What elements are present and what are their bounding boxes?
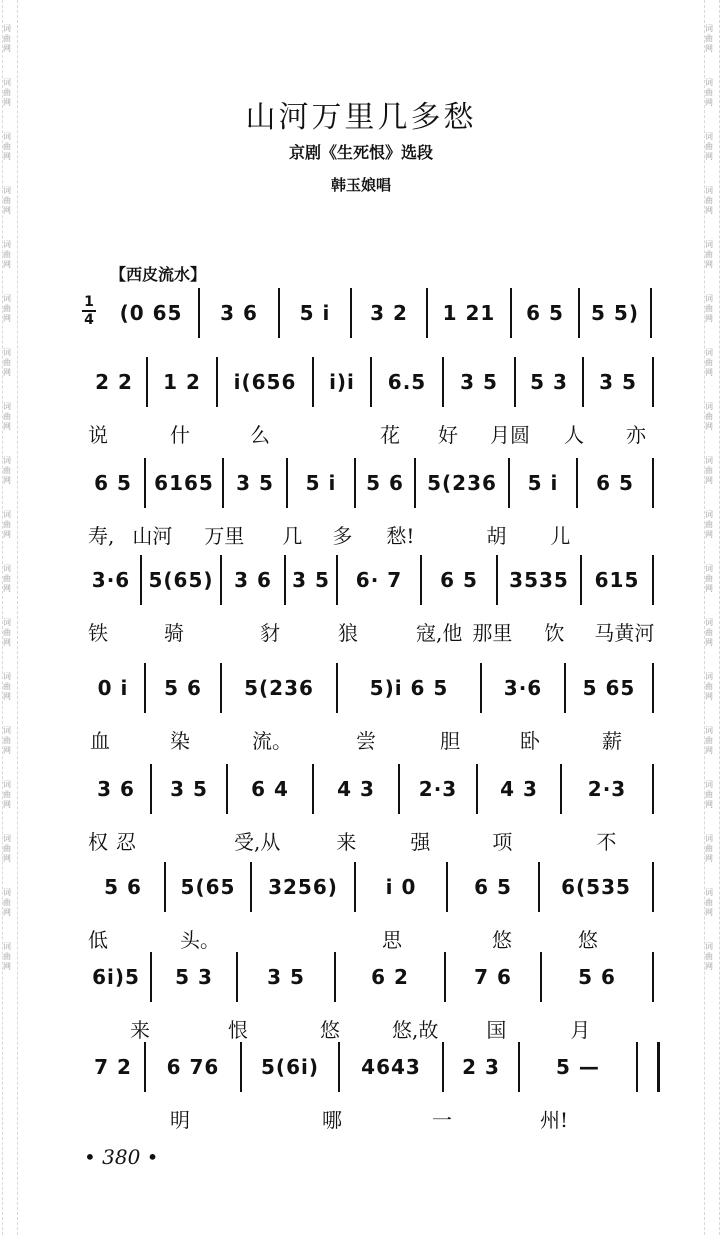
measure-notes: 1 21 <box>442 301 496 325</box>
lyric: 来 <box>130 1017 150 1042</box>
measure-notes: 6 2 <box>371 965 409 989</box>
measure <box>82 764 152 814</box>
watermark <box>3 618 17 648</box>
watermark <box>705 456 719 486</box>
measure-notes: 5(65) <box>148 568 214 592</box>
lyric: 骑 <box>164 620 184 645</box>
measure-notes: 5 — <box>556 1055 600 1079</box>
measure-notes: 6i)5 <box>92 965 140 989</box>
measure <box>242 1042 340 1092</box>
notes-row <box>82 663 654 713</box>
watermark <box>3 402 17 432</box>
lyric: 悠,故 <box>392 1017 439 1042</box>
watermark <box>3 888 17 918</box>
watermark <box>705 510 719 540</box>
measure <box>82 458 146 508</box>
score-line-8 <box>82 952 654 1052</box>
measure-notes: 3·6 <box>91 568 131 592</box>
lyrics-row <box>82 417 654 449</box>
measure-notes: 5 3 <box>175 965 213 989</box>
lyric: 不 <box>596 829 617 854</box>
notes-row <box>82 764 654 814</box>
watermark-text: 词曲网 <box>705 78 713 107</box>
watermark-text: 词曲网 <box>705 402 713 431</box>
measure <box>146 458 224 508</box>
measure <box>444 1042 520 1092</box>
measure <box>512 288 580 338</box>
watermark-text: 词曲网 <box>705 186 713 215</box>
notes-row <box>82 357 654 407</box>
measure <box>104 288 200 338</box>
lyric: 国 <box>486 1017 507 1042</box>
lyric: 寿, <box>88 523 115 548</box>
lyrics-row <box>82 922 654 954</box>
measure-notes: 4 3 <box>500 777 538 801</box>
score-line-5 <box>82 663 654 763</box>
watermark-text: 词曲网 <box>3 132 11 161</box>
watermark <box>705 672 719 702</box>
measure-notes: 6(535 <box>561 875 631 899</box>
measure-notes: 7 6 <box>474 965 512 989</box>
watermark <box>3 348 17 378</box>
measure <box>400 764 478 814</box>
measure-notes: 2 2 <box>95 370 133 394</box>
watermark-text: 词曲网 <box>3 618 11 647</box>
lyric: 明 <box>170 1107 190 1132</box>
watermark-text: 词曲网 <box>3 834 11 863</box>
measure <box>336 952 446 1002</box>
measure-notes: 5 6 <box>104 875 142 899</box>
measure <box>218 357 314 407</box>
lyrics-row <box>82 518 654 550</box>
measure <box>222 555 286 605</box>
lyrics-row <box>82 615 654 647</box>
notes-row <box>82 288 654 338</box>
lyric: 来 <box>336 829 357 854</box>
measure-notes: 3 6 <box>97 777 135 801</box>
lyric: 儿 <box>550 523 571 548</box>
measure <box>338 555 422 605</box>
lyric: 万里 <box>204 523 245 548</box>
lyric: 人 <box>564 422 584 447</box>
measure <box>482 663 566 713</box>
measure-notes: 6 5 <box>596 471 634 495</box>
measure-notes: 6 4 <box>251 777 289 801</box>
measure <box>146 663 222 713</box>
watermark-text: 词曲网 <box>3 402 11 431</box>
lyrics-row <box>82 1012 654 1044</box>
measure <box>584 357 654 407</box>
watermark <box>705 294 719 324</box>
lyric: 寇,他 <box>416 620 463 645</box>
watermark <box>705 942 719 972</box>
watermark <box>3 672 17 702</box>
measure <box>478 764 562 814</box>
measure <box>356 862 448 912</box>
lyric: 么 <box>250 422 270 447</box>
measure <box>82 357 148 407</box>
score-line-4 <box>82 555 654 655</box>
measure <box>516 357 584 407</box>
measure <box>416 458 510 508</box>
measure-notes: 5 i <box>527 471 559 495</box>
watermark-text: 词曲网 <box>3 186 11 215</box>
measure-notes: 3 5 <box>236 471 274 495</box>
lyric: 多 <box>332 523 353 548</box>
watermark-text: 词曲网 <box>705 834 713 863</box>
measure <box>314 764 400 814</box>
lyric: 亦 <box>626 422 646 447</box>
measure <box>356 458 416 508</box>
measure <box>422 555 498 605</box>
watermark <box>705 834 719 864</box>
watermark <box>3 726 17 756</box>
measure-notes: 6 76 <box>166 1055 220 1079</box>
measure-notes: 1 2 <box>163 370 201 394</box>
measure <box>562 764 654 814</box>
watermark-text: 词曲网 <box>3 456 11 485</box>
measure-notes: 5 i <box>299 301 331 325</box>
measure <box>566 663 654 713</box>
notes-row <box>82 862 654 912</box>
watermark <box>705 888 719 918</box>
measure-notes: 6 5 <box>440 568 478 592</box>
watermark-text: 词曲网 <box>3 726 11 755</box>
watermark-text: 词曲网 <box>705 618 713 647</box>
lyric: 权 <box>88 829 108 854</box>
measure <box>152 764 228 814</box>
measure <box>288 458 356 508</box>
measure-notes: 3256) <box>268 875 338 899</box>
measure-notes: 3 2 <box>370 301 408 325</box>
measure <box>280 288 352 338</box>
lyric: 悠 <box>320 1017 340 1042</box>
measure-notes: 3 5 <box>292 568 330 592</box>
measure <box>582 555 654 605</box>
lyric: 马黄河 <box>594 620 655 645</box>
lyric: 薪 <box>602 728 622 753</box>
lyric: 月 <box>570 1017 591 1042</box>
lyric: 州! <box>540 1107 569 1132</box>
measure-notes: 5 5) <box>591 301 639 325</box>
measure <box>372 357 444 407</box>
final-barline <box>657 1042 660 1092</box>
lyric: 铁 <box>88 620 108 645</box>
measure-notes: 3535 <box>509 568 569 592</box>
measure <box>542 952 654 1002</box>
watermark-text: 词曲网 <box>705 888 713 917</box>
watermark-text: 词曲网 <box>3 780 11 809</box>
lyric: 狼 <box>338 620 358 645</box>
time-signature-denominator: 4 <box>84 312 94 328</box>
song-title: 山河万里几多愁 <box>245 100 477 135</box>
measure-notes: 5(65 <box>180 875 236 899</box>
measure <box>352 288 428 338</box>
lyric: 几 <box>282 523 303 548</box>
measure <box>340 1042 444 1092</box>
measure <box>82 862 166 912</box>
watermark-text: 词曲网 <box>3 240 11 269</box>
watermark <box>3 510 17 540</box>
measure-notes: 5 i <box>305 471 337 495</box>
score-line-3 <box>82 458 654 558</box>
measure <box>148 357 218 407</box>
watermark-text: 词曲网 <box>3 78 11 107</box>
measure-notes: 3 6 <box>234 568 272 592</box>
measure <box>578 458 654 508</box>
lyric: 花 <box>380 422 400 447</box>
watermark-text: 词曲网 <box>705 132 713 161</box>
measure-notes: 5(236 <box>244 676 314 700</box>
watermark <box>3 456 17 486</box>
measure <box>446 952 542 1002</box>
watermark-text: 词曲网 <box>705 24 713 53</box>
watermark-text: 词曲网 <box>3 564 11 593</box>
measure <box>338 663 482 713</box>
measure-notes: 5)i 6 5 <box>369 676 449 700</box>
measure-notes: 6 5 <box>94 471 132 495</box>
watermark-text: 词曲网 <box>3 672 11 701</box>
lyric: 哪 <box>322 1107 342 1132</box>
measure-notes: 6 5 <box>526 301 564 325</box>
lyric: 染 <box>170 728 190 753</box>
measure-notes: 6 5 <box>474 875 512 899</box>
song-subtitle: 京剧《生死恨》选段 <box>288 143 433 162</box>
measure-notes: 2 3 <box>462 1055 500 1079</box>
watermark <box>705 726 719 756</box>
measure <box>252 862 356 912</box>
lyric: 流。 <box>252 728 292 753</box>
watermark <box>705 24 719 54</box>
watermark-text: 词曲网 <box>705 348 713 377</box>
watermark <box>705 618 719 648</box>
lyric: 强 <box>410 829 431 854</box>
measure-notes: 3·6 <box>503 676 543 700</box>
measure-notes: 3 5 <box>267 965 305 989</box>
score-line-6 <box>82 764 654 864</box>
measure-notes: 5 6 <box>164 676 202 700</box>
score-line-2 <box>82 357 654 457</box>
lyric: 项 <box>492 829 513 854</box>
lyric: 饮 <box>544 620 565 645</box>
watermark-text: 词曲网 <box>705 294 713 323</box>
watermark <box>3 24 17 54</box>
measure-notes: 5 65 <box>582 676 636 700</box>
lyric: 胡 <box>486 523 507 548</box>
measure-notes: 3 5 <box>460 370 498 394</box>
measure <box>286 555 338 605</box>
watermark <box>3 564 17 594</box>
watermark-text: 词曲网 <box>3 942 11 971</box>
measure <box>510 458 578 508</box>
measure-notes: i(656 <box>233 370 297 394</box>
watermark-text: 词曲网 <box>3 348 11 377</box>
watermark <box>705 402 719 432</box>
lyric: 悠 <box>492 927 512 952</box>
measure <box>82 663 146 713</box>
lyric: 头。 <box>180 927 220 952</box>
measure-notes: 2·3 <box>418 777 458 801</box>
lyric: 忍 <box>116 829 136 854</box>
lyric: 好 <box>438 422 458 447</box>
watermark <box>705 780 719 810</box>
lyric: 恨 <box>228 1017 248 1042</box>
watermark-text: 词曲网 <box>705 942 713 971</box>
measure-notes: i 0 <box>385 875 417 899</box>
lyrics-row <box>82 1102 654 1134</box>
measure <box>238 952 336 1002</box>
lyric: 愁! <box>386 523 415 548</box>
measure-notes: 6165 <box>154 471 214 495</box>
tempo-label: 【西皮流水】 <box>110 265 207 284</box>
watermark <box>705 240 719 270</box>
measure <box>146 1042 242 1092</box>
measure-notes: 0 i <box>97 676 129 700</box>
measure-notes: 3 5 <box>170 777 208 801</box>
score-line-7 <box>82 862 654 962</box>
watermark-text: 词曲网 <box>3 294 11 323</box>
watermark-text: 词曲网 <box>705 726 713 755</box>
measure <box>314 357 372 407</box>
measure-notes: 6· 7 <box>355 568 403 592</box>
measure <box>448 862 540 912</box>
measure <box>224 458 288 508</box>
measure-notes: 4643 <box>361 1055 421 1079</box>
watermark-text: 词曲网 <box>3 24 11 53</box>
watermark <box>3 780 17 810</box>
measure <box>82 555 142 605</box>
measure-notes: 5(6i) <box>261 1055 319 1079</box>
page-number: • 380 • <box>84 1145 159 1169</box>
lyric: 血 <box>90 728 110 753</box>
measure-notes: 6.5 <box>387 370 427 394</box>
lyric: 豺 <box>260 620 280 645</box>
watermark <box>3 294 17 324</box>
lyric: 低 <box>88 927 108 952</box>
measure-notes: 5 6 <box>578 965 616 989</box>
notes-row <box>82 458 654 508</box>
measure-notes: 2·3 <box>587 777 627 801</box>
measure <box>428 288 512 338</box>
lyric: 月圆 <box>490 422 530 447</box>
measure-notes: (0 65 <box>119 301 183 325</box>
measure-notes: 4 3 <box>337 777 375 801</box>
measure-notes: 5 6 <box>366 471 404 495</box>
measure <box>82 952 152 1002</box>
measure-notes: i)i <box>329 370 355 394</box>
measure-notes: 5 3 <box>530 370 568 394</box>
measure-notes: 3 5 <box>599 370 637 394</box>
measure <box>498 555 582 605</box>
watermark <box>3 240 17 270</box>
measure <box>444 357 516 407</box>
measure-notes: 615 <box>594 568 640 592</box>
measure-notes: 7 2 <box>94 1055 132 1079</box>
measure <box>540 862 654 912</box>
measure <box>520 1042 638 1092</box>
watermark-text: 词曲网 <box>705 240 713 269</box>
measure <box>200 288 280 338</box>
watermark-text: 词曲网 <box>705 672 713 701</box>
lyric: 那里 <box>472 620 513 645</box>
notes-row <box>82 1042 654 1092</box>
notes-row <box>82 555 654 605</box>
watermark-text: 词曲网 <box>3 510 11 539</box>
watermark-text: 词曲网 <box>705 456 713 485</box>
lyrics-row <box>82 723 654 755</box>
watermark-text: 词曲网 <box>705 510 713 539</box>
measure <box>580 288 652 338</box>
watermark <box>3 834 17 864</box>
watermark-text: 词曲网 <box>705 564 713 593</box>
lyric: 悠 <box>578 927 598 952</box>
watermark-text: 词曲网 <box>3 888 11 917</box>
measure-notes: 3 6 <box>220 301 258 325</box>
notes-row <box>82 952 654 1002</box>
score-line-9 <box>82 1042 654 1142</box>
measure <box>166 862 252 912</box>
measure <box>82 1042 146 1092</box>
watermark <box>705 348 719 378</box>
lyric: 山河 <box>132 523 173 548</box>
measure-notes: 5(236 <box>427 471 497 495</box>
watermark-text: 词曲网 <box>705 780 713 809</box>
measure <box>152 952 238 1002</box>
time-signature-numerator: 1 <box>82 294 96 312</box>
measure <box>228 764 314 814</box>
lyric: 说 <box>88 422 108 447</box>
lyrics-row <box>82 824 654 856</box>
watermark <box>705 564 719 594</box>
lyric: 卧 <box>520 728 540 753</box>
lyric: 一 <box>432 1107 452 1132</box>
lyric: 受,从 <box>234 829 281 854</box>
lyric: 什 <box>170 422 190 447</box>
measure <box>142 555 222 605</box>
singer-credit: 韩玉娘唱 <box>330 176 391 194</box>
measure <box>222 663 338 713</box>
watermark <box>3 942 17 972</box>
lyric: 胆 <box>440 728 460 753</box>
lyric: 尝 <box>356 728 376 753</box>
lyric: 思 <box>382 927 402 952</box>
